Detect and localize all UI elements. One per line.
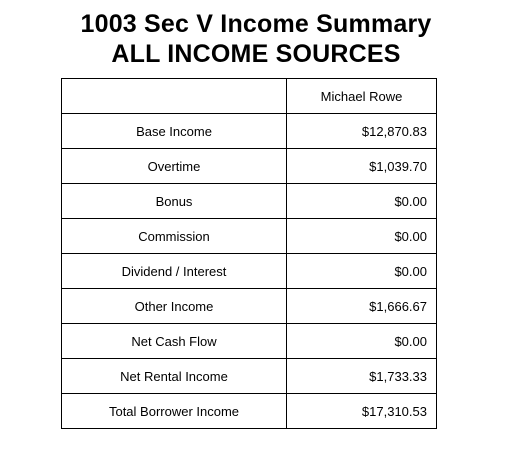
row-value-bonus: $0.00 xyxy=(287,184,437,219)
row-value-dividend-interest: $0.00 xyxy=(287,254,437,289)
row-label-commission: Commission xyxy=(62,219,287,254)
table-row xyxy=(62,149,437,184)
borrower-name-header: Michael Rowe xyxy=(287,79,437,114)
row-label-net-cash-flow: Net Cash Flow xyxy=(62,324,287,359)
table-row xyxy=(62,394,437,429)
row-value-overtime: $1,039.70 xyxy=(287,149,437,184)
table-row xyxy=(62,254,437,289)
income-summary-table xyxy=(61,78,437,429)
row-label-other-income: Other Income xyxy=(62,289,287,324)
header-label-cell xyxy=(62,79,287,114)
row-label-overtime: Overtime xyxy=(62,149,287,184)
row-value-total-borrower-income: $17,310.53 xyxy=(287,394,437,429)
row-label-net-rental-income: Net Rental Income xyxy=(62,359,287,394)
table-row xyxy=(62,289,437,324)
row-value-net-rental-income: $1,733.33 xyxy=(287,359,437,394)
table-header-row xyxy=(62,79,437,114)
table-row xyxy=(62,359,437,394)
row-value-commission: $0.00 xyxy=(287,219,437,254)
row-label-bonus: Bonus xyxy=(62,184,287,219)
row-value-net-cash-flow: $0.00 xyxy=(287,324,437,359)
row-label-base-income: Base Income xyxy=(62,114,287,149)
table-row xyxy=(62,324,437,359)
table-row xyxy=(62,219,437,254)
row-label-dividend-interest: Dividend / Interest xyxy=(62,254,287,289)
table-row xyxy=(62,184,437,219)
page-subtitle: ALL INCOME SOURCES xyxy=(111,40,401,68)
row-value-other-income: $1,666.67 xyxy=(287,289,437,324)
page-title: 1003 Sec V Income Summary xyxy=(80,10,432,38)
row-value-base-income: $12,870.83 xyxy=(287,114,437,149)
row-label-total-borrower-income: Total Borrower Income xyxy=(62,394,287,429)
table-row xyxy=(62,114,437,149)
